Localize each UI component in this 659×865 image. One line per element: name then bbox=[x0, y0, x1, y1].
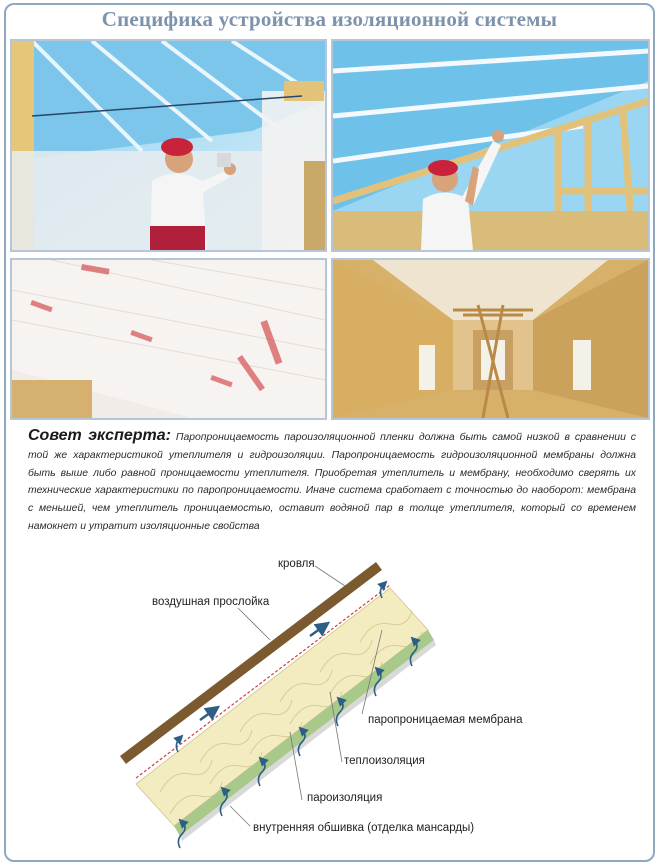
expert-tip-text: Паропроницаемость пароизоляционной пленки должна быть самой низкой в сравнении с той же характеристикой утеплителя и гидроизоляции. Паропроницаемость гидроизоляционной мембраны должна быть выше либо равной проницаемости утеплителя. Приобретая утеплитель и мембрану, необходимо сверять их технические характеристики по паропроницаемости. Иначе система сработает с точностью до наоборот: мембрана с меньшей, чем утеплитель проницаемостью, оставит водяной пар в толще утеплителя, который со временем намокнет и утратит изоляционные свойства bbox=[28, 432, 636, 532]
label-vapor-barrier: пароизоляция bbox=[307, 792, 383, 804]
label-inner-lining: внутренняя обшивка (отделка мансарды) bbox=[253, 822, 475, 834]
photo-worker-film-wall bbox=[10, 39, 327, 252]
page-title: Специфика устройства изоляционной системы bbox=[101, 7, 558, 31]
photo-membrane-closeup bbox=[10, 258, 327, 420]
expert-tip bbox=[28, 427, 636, 536]
label-insulation: теплоизоляция bbox=[344, 755, 425, 767]
label-membrane: паропроницаемая мембрана bbox=[368, 714, 523, 726]
photo-attic-corridor bbox=[331, 258, 650, 420]
label-roof: кровля bbox=[278, 558, 315, 570]
expert-tip-heading: Совет эксперта: bbox=[28, 427, 171, 444]
photo-worker-rafters bbox=[331, 39, 650, 252]
label-air-gap: воздушная прослойка bbox=[152, 596, 270, 608]
roof-layers-diagram bbox=[110, 552, 550, 852]
